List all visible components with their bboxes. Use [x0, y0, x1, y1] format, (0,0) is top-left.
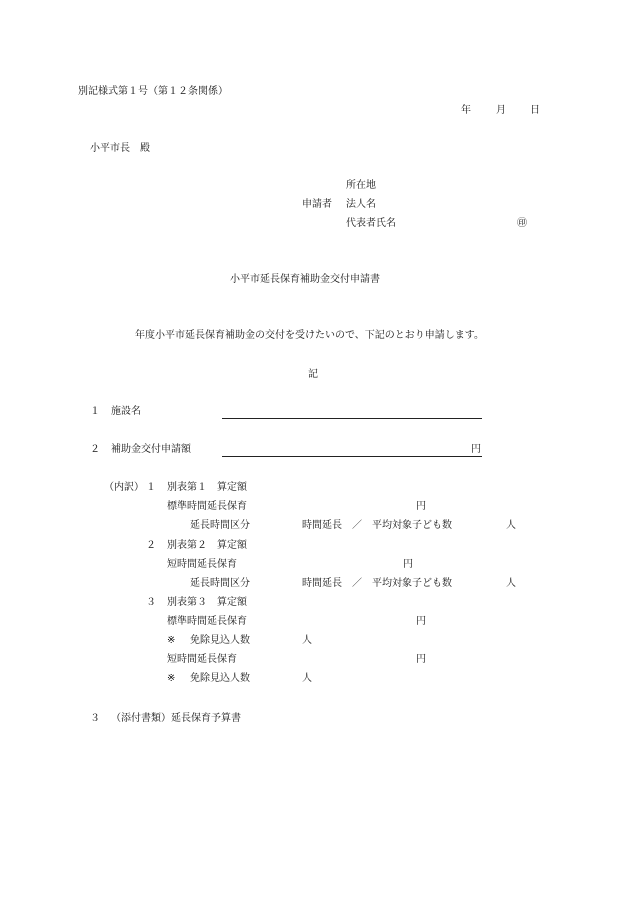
s3-row2-mark: ※ — [167, 635, 176, 646]
s2-number: ２ — [146, 540, 156, 551]
facility-name-line — [222, 418, 482, 419]
item1-label: 施設名 — [111, 406, 141, 417]
s2-row2-label: 延長時間区分 — [190, 578, 250, 589]
amount-line — [222, 456, 482, 457]
s2-row2-mid: 時間延長 ／ 平均対象子ども数 — [302, 578, 452, 589]
s3-row2-unit: 人 — [302, 635, 312, 646]
item2-number: ２ — [90, 444, 100, 455]
s1-row2-label: 延長時間区分 — [190, 520, 250, 531]
form-id: 別記様式第１号（第１２条関係） — [78, 86, 228, 97]
ki-heading: 記 — [308, 369, 318, 380]
s3-number: ３ — [146, 597, 156, 608]
date-day-label: 日 — [530, 105, 540, 116]
s2-row1-unit: 円 — [403, 559, 413, 570]
s2-row1-label: 短時間延長保育 — [167, 559, 237, 570]
s3-row1-label: 標準時間延長保育 — [167, 616, 247, 627]
breakdown-label: （内訳） — [104, 482, 144, 493]
item2-unit: 円 — [471, 444, 481, 455]
s3-row2-label: 免除見込人数 — [190, 635, 250, 646]
item1-number: １ — [90, 406, 100, 417]
item3-number: ３ — [90, 713, 100, 724]
s3-row3-label: 短時間延長保育 — [167, 654, 237, 665]
s1-row2-unit: 人 — [506, 520, 516, 531]
s1-number: １ — [146, 482, 156, 493]
s1-row1-unit: 円 — [416, 501, 426, 512]
s3-row3-unit: 円 — [416, 654, 426, 665]
representative-label: 代表者氏名 — [346, 218, 396, 229]
corp-name-label: 法人名 — [346, 199, 376, 210]
s3-row1-unit: 円 — [416, 616, 426, 627]
s3-row4-label: 免除見込人数 — [190, 673, 250, 684]
item3-label: （添付書類）延長保育予算書 — [111, 713, 241, 724]
date-month-label: 月 — [496, 105, 506, 116]
s3-row4-unit: 人 — [302, 673, 312, 684]
document-title: 小平市延長保育補助金交付申請書 — [230, 274, 380, 285]
s3-row4-mark: ※ — [167, 673, 176, 684]
s1-row2-mid: 時間延長 ／ 平均対象子ども数 — [302, 520, 452, 531]
s3-title: 別表第３ 算定額 — [167, 597, 247, 608]
s1-title: 別表第１ 算定額 — [167, 482, 247, 493]
intro-text: 年度小平市延長保育補助金の交付を受けたいので、下記のとおり申請します。 — [135, 330, 484, 341]
address-label: 所在地 — [346, 180, 376, 191]
s2-row2-unit: 人 — [506, 578, 516, 589]
date-year-label: 年 — [461, 105, 471, 116]
addressee: 小平市長 殿 — [90, 143, 150, 154]
s1-row1-label: 標準時間延長保育 — [167, 501, 247, 512]
item2-label: 補助金交付申請額 — [111, 444, 191, 455]
seal-mark: ㊞ — [517, 218, 527, 229]
applicant-label: 申請者 — [302, 199, 332, 210]
s2-title: 別表第２ 算定額 — [167, 540, 247, 551]
